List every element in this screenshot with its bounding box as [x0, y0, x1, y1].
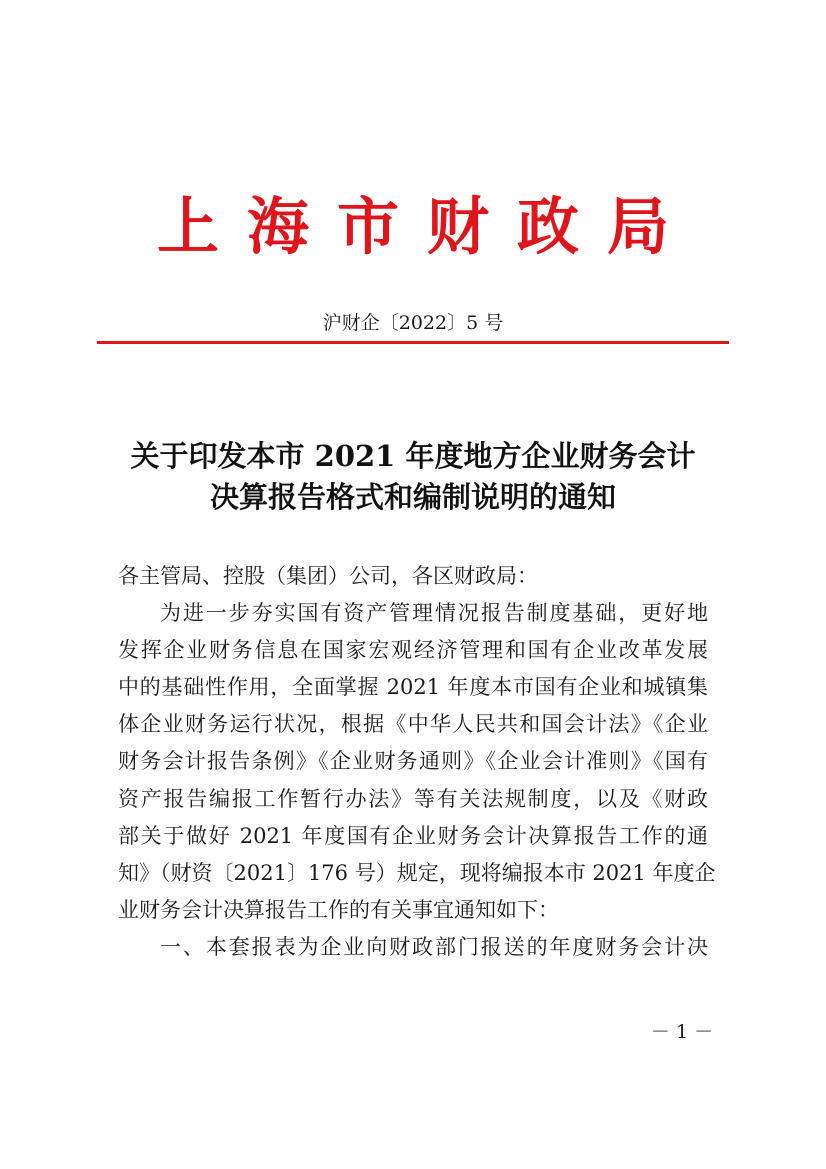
body-line: 发挥企业财务信息在国家宏观经济管理和国有企业改革发展 — [118, 638, 708, 662]
body-line: 为进一步夯实国有资产管理情况报告制度基础，更好地 — [160, 601, 708, 625]
body-line: 一、本套报表为企业向财政部门报送的年度财务会计决 — [160, 935, 708, 959]
notice-title-line-1: 关于印发本市 2021 年度地方企业财务会计 — [130, 439, 696, 473]
page-number: － 1 － — [650, 1021, 714, 1043]
red-divider-line — [97, 341, 729, 344]
body-line: 知》（财资〔2021〕176 号）规定，现将编报本市 2021 年度企 — [118, 861, 716, 885]
body-line: 资产报告编报工作暂行办法》等有关法规制度，以及《财政 — [118, 787, 708, 811]
document-number: 沪财企〔2022〕5 号 — [322, 312, 504, 334]
body-line: 体企业财务运行状况，根据《中华人民共和国会计法》《企业 — [118, 712, 708, 736]
body-line: 财务会计报告条例》《企业财务通则》《企业会计准则》《国有 — [118, 749, 708, 773]
issuing-authority-masthead: 上海市财政局 — [156, 190, 697, 263]
notice-title-line-2: 决算报告格式和编制说明的通知 — [209, 480, 616, 514]
body-line: 业财务会计决算报告工作的有关事宜通知如下： — [118, 898, 559, 922]
body-line: 中的基础性作用，全面掌握 2021 年度本市国有企业和城镇集 — [118, 675, 708, 699]
salutation: 各主管局、控股（集团）公司，各区财政局： — [118, 564, 538, 588]
body-line: 部关于做好 2021 年度国有企业财务会计决算报告工作的通 — [118, 824, 708, 848]
